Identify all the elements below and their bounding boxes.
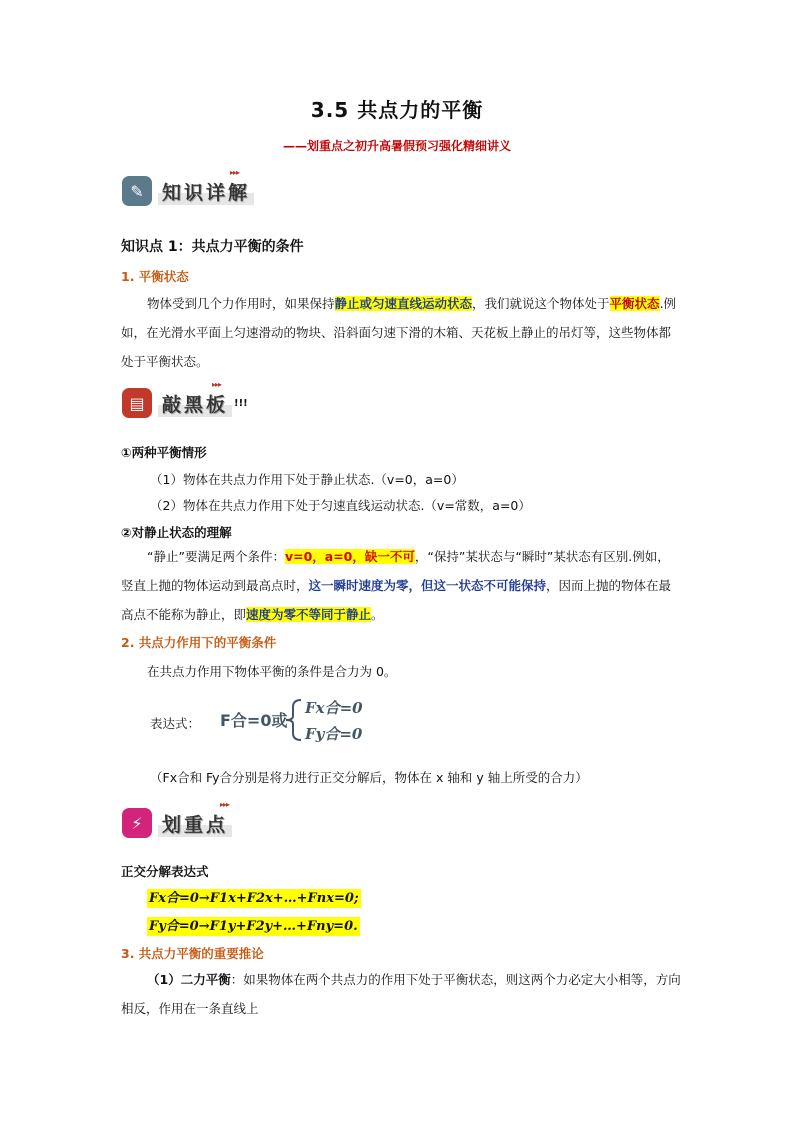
lightning-icon: ⚡	[122, 808, 152, 838]
blackboard-item1: ①两种平衡情形	[121, 445, 207, 460]
section3-sub: 3. 共点力平衡的重要推论	[121, 946, 264, 961]
blackboard-banner-label: 敲黑板	[158, 390, 232, 417]
expression-label: 表达式：	[150, 716, 201, 731]
section1-sub1: 1. 平衡状态	[121, 269, 189, 284]
section2-sub: 2. 共点力作用下的平衡条件	[121, 635, 277, 650]
pencil-icon: ✎	[122, 176, 152, 206]
knowledge-banner	[122, 174, 254, 208]
section2-note: （Fx合和 Fy合分别是将力进行正交分解后，物体在 x 轴和 y 轴上所受的合力）	[150, 770, 588, 785]
blackboard-item2: ②对静止状态的理解	[121, 525, 232, 540]
page-title: 3.5 共点力的平衡	[310, 98, 484, 122]
keypoint-eq2: Fy合=0→F1y+F2y+…+Fny=0.	[149, 919, 358, 934]
brace-icon	[283, 697, 303, 743]
keypoint-banner	[122, 806, 232, 840]
keypoint-eq1: Fx合=0→F1x+F2x+…+Fnx=0;	[149, 891, 359, 906]
section1-paragraph: 物体受到几个力作用时，如果保持静止或匀速直线运动状态，我们就说这个物体处于平衡状态.例如，在光滑水平面上匀速滑动的物块、沿斜面匀速下滑的木箱、天花板上静止的吊灯等，这些物体都处于平衡状态。	[121, 296, 677, 369]
knowledge-banner-label: 知识详解	[158, 178, 254, 205]
blackboard-paragraph: “静止”要满足两个条件：v=0，a=0，缺一不可，“保持”某状态与“瞬时”某状态有区别.例如，竖直上抛的物体运动到最高点时，这一瞬时速度为零，但这一状态不可能保持，因而上抛的物体在最高点不能称为静止，即速度为零不等同于静止。	[121, 549, 672, 622]
keypoint-heading: 正交分解表达式	[121, 864, 209, 879]
blackboard-line1: （1）物体在共点力作用下处于静止状态.（v=0，a=0）	[150, 472, 464, 487]
arrows-icon: ▸▸▸	[212, 380, 222, 389]
blackboard-suffix: !!!	[234, 397, 248, 409]
expression-main: F合=0或	[220, 711, 288, 730]
expression-y: Fy合=0	[305, 725, 363, 743]
blackboard-line2: （2）物体在共点力作用下处于匀速直线运动状态.（v=常数，a=0）	[150, 498, 531, 513]
expression-x: Fx合=0	[305, 699, 363, 717]
section3-paragraph: （1）二力平衡：如果物体在两个共点力的作用下处于平衡状态，则这两个力必定大小相等，方向相反，作用在一条直线上	[121, 972, 681, 1016]
keypoint-banner-label: 划重点	[158, 810, 232, 837]
board-icon: ▤	[122, 388, 152, 418]
section1-heading: 知识点 1：共点力平衡的条件	[121, 239, 304, 255]
page-subtitle: ——划重点之初升高暑假预习强化精细讲义	[282, 139, 511, 153]
arrows-icon: ▸▸▸	[220, 800, 230, 809]
arrows-icon: ▸▸▸	[230, 168, 240, 177]
section2-paragraph: 在共点力作用下物体平衡的条件是合力为 0。	[147, 664, 397, 679]
blackboard-banner	[122, 386, 248, 420]
